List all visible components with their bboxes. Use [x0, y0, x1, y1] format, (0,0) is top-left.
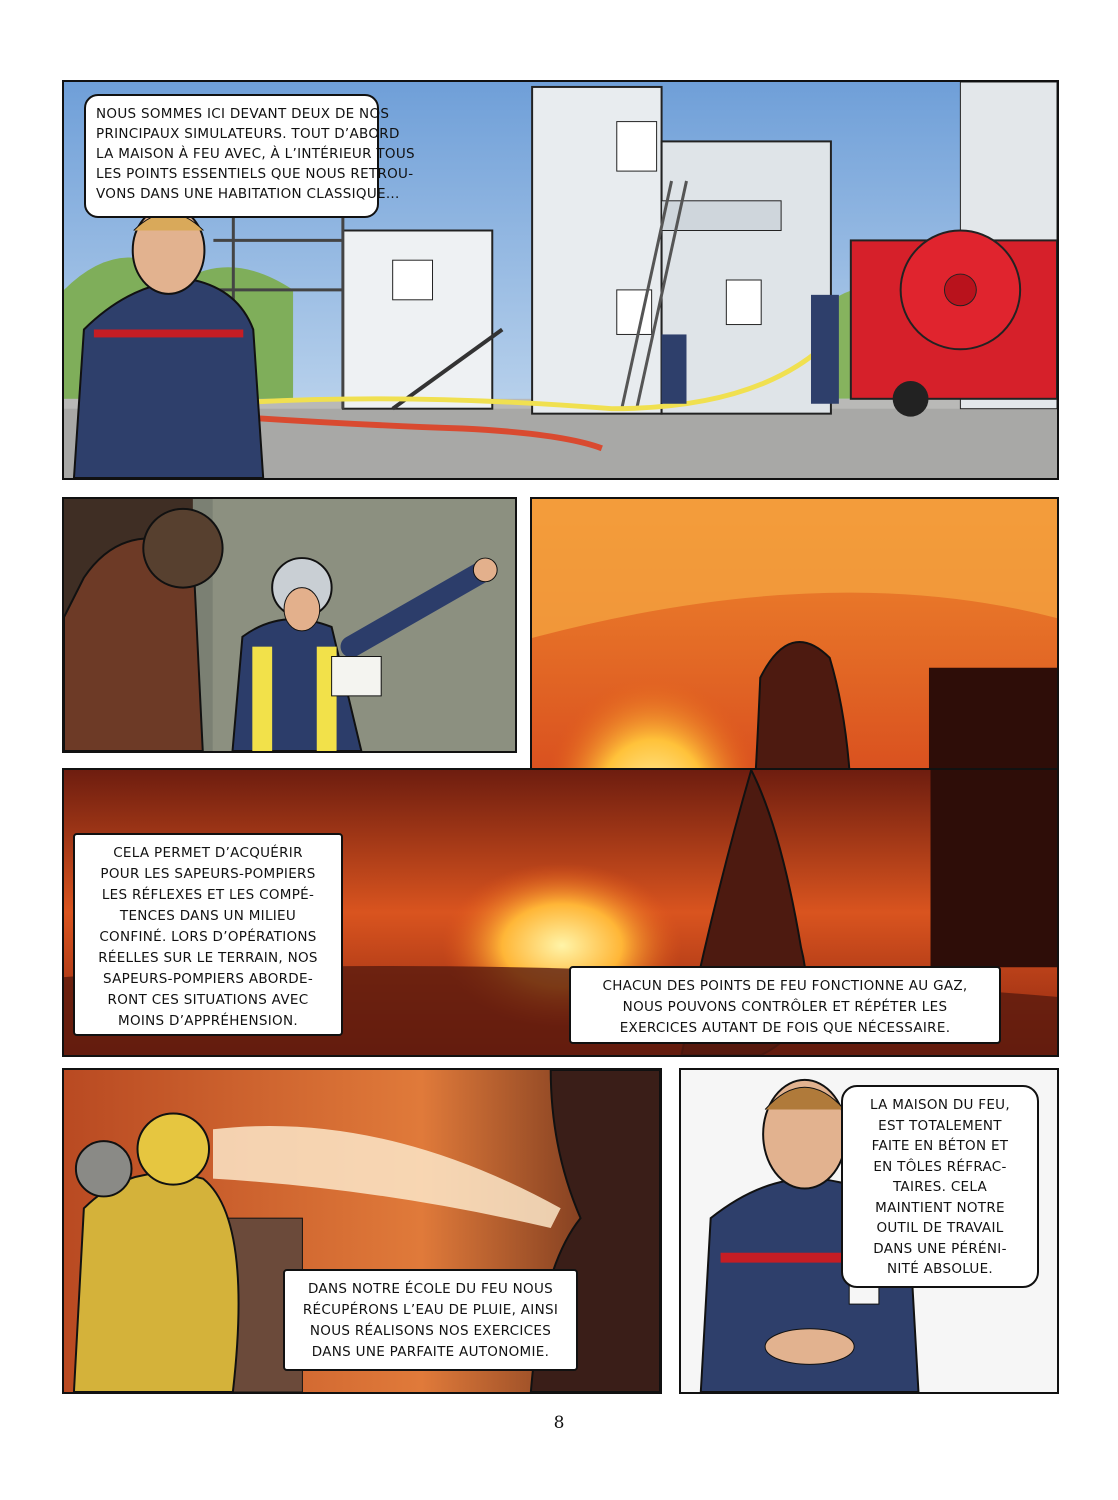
- panel-5-hose-spray: [62, 1068, 662, 1394]
- panel-2-officer-pointing: [62, 497, 517, 753]
- speech-bubble-instructor-towers: NOUS SOMMES ICI DEVANT DEUX DE NOS PRINCIPAUX SIMULATEURS. TOUT D’ABORD LA MAISON À FEU AVEC, À L’INTÉRIEUR TOUS LES POINTS ESSENTIELS QUE NOUS RETROU- VONS DANS UNE HABITATION CLASSIQUE...: [84, 94, 379, 218]
- caption-reflexes: CELA PERMET D’ACQUÉRIR POUR LES SAPEURS-POMPIERS LES RÉFLEXES ET LES COMPÉ- TENCES DANS UN MILIEU CONFINÉ. LORS D’OPÉRATIONS RÉELLES SUR LE TERRAIN, NOS SAPEURS-POMPIERS ABORDE- RONT CES SITUATIONS AVEC MOINS D’APPRÉHENSION.: [73, 833, 343, 1036]
- panel-2-art: [64, 499, 515, 751]
- panel-1-training-towers: [62, 80, 1059, 480]
- caption-gas-fire-points: CHACUN DES POINTS DE FEU FONCTIONNE AU GAZ, NOUS POUVONS CONTRÔLER ET RÉPÉTER LES EXERCICES AUTANT DE FOIS QUE NÉCESSAIRE.: [569, 966, 1001, 1044]
- caption-rainwater: DANS NOTRE ÉCOLE DU FEU NOUS RÉCUPÉRONS L’EAU DE PLUIE, AINSI NOUS RÉALISONS NOS EXERCICES DANS UNE PARFAITE AUTONOMIE.: [283, 1269, 578, 1371]
- panel-4-wide-fire: [62, 768, 1059, 1057]
- speech-bubble-concrete-house: LA MAISON DU FEU, EST TOTALEMENT FAITE EN BÉTON ET EN TÔLES RÉFRAC- TAIRES. CELA MAINTIENT NOTRE OUTIL DE TRAVAIL DANS UNE PÉRÉNI- NITÉ ABSOLUE.: [841, 1085, 1039, 1288]
- panel-6-instructor-portrait: [679, 1068, 1059, 1394]
- page-number: 8: [553, 1413, 565, 1433]
